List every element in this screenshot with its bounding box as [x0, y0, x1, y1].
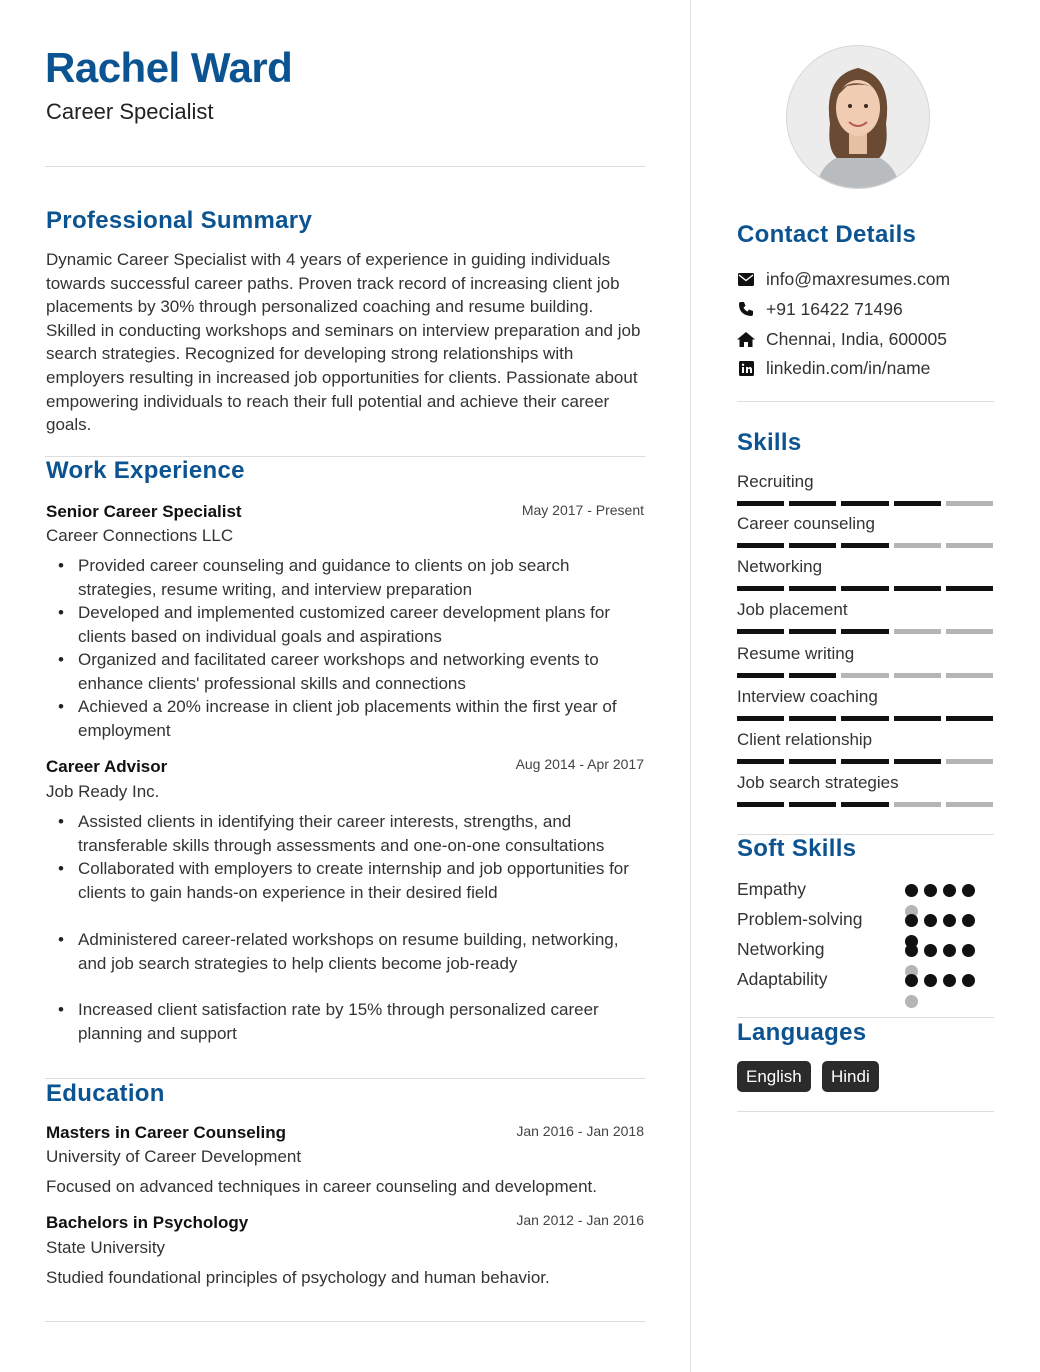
- skill-level-bar: [737, 501, 993, 506]
- summary-heading: Professional Summary: [46, 207, 313, 234]
- contact-linkedin[interactable]: [737, 357, 930, 379]
- rating-dot-filled: [924, 974, 937, 987]
- soft-skill-name: Empathy: [737, 879, 807, 899]
- rating-dot-filled: [905, 914, 918, 927]
- contact-phone-text: +91 16422 71496: [766, 298, 903, 319]
- skill-segment-empty: [841, 673, 888, 678]
- job-bullet-list: [46, 810, 646, 904]
- education-divider: [45, 1321, 645, 1322]
- job-title: Senior Career Specialist: [46, 502, 242, 521]
- job-title: Career Advisor: [46, 757, 168, 776]
- job-bullet: • Assisted clients in identifying their career interests, strengths, and transferable skills through assessments and one-on-one consultations: [46, 810, 646, 857]
- contact-heading: Contact Details: [737, 221, 917, 248]
- languages-divider: [737, 1111, 994, 1112]
- home-icon: [737, 330, 755, 348]
- experience-divider: [45, 1078, 645, 1079]
- skill-segment-empty: [946, 673, 993, 678]
- header-divider: [45, 166, 645, 167]
- job-bullet-list: [46, 998, 646, 1045]
- job-dates: May 2017 - Present: [521, 502, 644, 518]
- skill-segment-empty: [946, 629, 993, 634]
- rating-dot-filled: [924, 884, 937, 897]
- soft-skills-heading: Soft Skills: [737, 835, 857, 862]
- contact-phone[interactable]: [737, 298, 903, 320]
- skill-level-bar: [737, 543, 993, 548]
- skill-segment-empty: [946, 759, 993, 764]
- degree-description: Focused on advanced techniques in career counseling and development.: [46, 1177, 597, 1196]
- job-bullet: • Organized and facilitated career workshops and networking events to enhance clients' professional skills and connections: [46, 648, 646, 695]
- rating-dot-filled: [962, 884, 975, 897]
- skill-segment-filled: [737, 759, 784, 764]
- skill-segment-empty: [894, 673, 941, 678]
- skill-segment-filled: [737, 802, 784, 807]
- languages-heading: Languages: [737, 1019, 867, 1046]
- skill-segment-filled: [789, 759, 836, 764]
- school-name: State University: [46, 1238, 166, 1257]
- sidebar: [691, 0, 1040, 1372]
- skill-segment-filled: [894, 759, 941, 764]
- job-bullet-list: [46, 928, 646, 975]
- skill-segment-filled: [841, 501, 888, 506]
- skill-segment-empty: [894, 629, 941, 634]
- skill-segment-filled: [894, 586, 941, 591]
- linkedin-icon: [737, 359, 755, 377]
- skills-heading: Skills: [737, 429, 802, 456]
- profile-photo: [786, 45, 930, 189]
- skill-segment-filled: [737, 501, 784, 506]
- skill-name: Job search strategies: [737, 773, 899, 792]
- job-bullet: • Collaborated with employers to create internship and job opportunities for clients to gain hands-on experience in their desired field: [46, 857, 646, 904]
- skill-segment-filled: [789, 586, 836, 591]
- skill-segment-filled: [737, 673, 784, 678]
- candidate-name: Rachel Ward: [45, 44, 293, 91]
- skill-level-bar: [737, 716, 993, 721]
- rating-dot-filled: [924, 944, 937, 957]
- soft-skills-divider: [737, 1017, 994, 1018]
- soft-skill-name: Networking: [737, 939, 825, 959]
- school-name: University of Career Development: [46, 1147, 302, 1166]
- envelope-icon: [737, 270, 755, 288]
- skill-segment-filled: [789, 629, 836, 634]
- rating-dot-filled: [943, 914, 956, 927]
- skill-segment-filled: [841, 759, 888, 764]
- skill-segment-empty: [894, 543, 941, 548]
- skill-segment-filled: [737, 586, 784, 591]
- rating-dot-filled: [962, 914, 975, 927]
- summary-text: Dynamic Career Specialist with 4 years of experience in guiding individuals towards successful career paths. Proven track record of increasing client job placements by 30% through personalized coaching and resume building. Skilled in conducting workshops and seminars on interview preparation and job search strategies. Recognized for developing strong relationships with employers resulting in increased job opportunities for clients. Passionate about empowering individuals to reach their full potential and achieve their career goals.: [46, 250, 641, 435]
- rating-dot-filled: [943, 884, 956, 897]
- job-company: Career Connections LLC: [46, 526, 234, 545]
- degree-dates: Jan 2012 - Jan 2016: [516, 1212, 644, 1228]
- skill-level-bar: [737, 802, 993, 807]
- skill-segment-empty: [946, 501, 993, 506]
- contact-email-text: info@maxresumes.com: [766, 268, 951, 289]
- skill-segment-empty: [894, 802, 941, 807]
- skill-level-bar: [737, 586, 993, 591]
- skill-segment-filled: [894, 501, 941, 506]
- degree-title: Masters in Career Counseling: [46, 1123, 286, 1142]
- rating-dot-filled: [905, 944, 918, 957]
- skill-level-bar: [737, 629, 993, 634]
- job-bullet-list: [46, 554, 646, 742]
- skill-name: Job placement: [737, 600, 848, 619]
- skill-segment-filled: [841, 716, 888, 721]
- soft-skill-name: Adaptability: [737, 969, 828, 989]
- skill-segment-filled: [789, 501, 836, 506]
- rating-dot-filled: [924, 914, 937, 927]
- rating-dot-filled: [905, 884, 918, 897]
- degree-description: Studied foundational principles of psychology and human behavior.: [46, 1268, 550, 1287]
- candidate-title: Career Specialist: [46, 99, 214, 124]
- contact-address: [737, 328, 947, 350]
- phone-icon: [737, 300, 755, 318]
- skill-level-bar: [737, 759, 993, 764]
- skill-segment-filled: [841, 543, 888, 548]
- language-badge: English: [737, 1061, 811, 1092]
- skill-segment-filled: [946, 716, 993, 721]
- skill-name: Resume writing: [737, 644, 855, 663]
- skill-name: Career counseling: [737, 514, 875, 533]
- skill-segment-filled: [737, 629, 784, 634]
- rating-dot-filled: [943, 944, 956, 957]
- skill-segment-empty: [946, 543, 993, 548]
- contact-email[interactable]: [737, 268, 950, 290]
- skill-segment-empty: [946, 802, 993, 807]
- skill-segment-filled: [894, 716, 941, 721]
- rating-dot-filled: [962, 944, 975, 957]
- skill-segment-filled: [789, 716, 836, 721]
- rating-dot-filled: [905, 974, 918, 987]
- skill-segment-filled: [946, 586, 993, 591]
- rating-dot-filled: [943, 974, 956, 987]
- skill-name: Interview coaching: [737, 687, 878, 706]
- language-badge: Hindi: [822, 1061, 879, 1092]
- job-bullet: • Increased client satisfaction rate by 15% through personalized career planning and support: [46, 998, 646, 1045]
- skill-segment-filled: [789, 673, 836, 678]
- soft-skill-name: Problem-solving: [737, 909, 863, 929]
- skill-segment-filled: [789, 802, 836, 807]
- job-bullet: • Achieved a 20% increase in client job placements within the first year of employment: [46, 695, 646, 742]
- job-bullet: • Developed and implemented customized career development plans for clients based on individual goals and aspirations: [46, 601, 646, 648]
- skill-segment-filled: [841, 802, 888, 807]
- skill-name: Recruiting: [737, 472, 814, 491]
- skill-segment-filled: [737, 543, 784, 548]
- degree-title: Bachelors in Psychology: [46, 1213, 249, 1232]
- job-company: Job Ready Inc.: [46, 782, 160, 801]
- contact-address-text: Chennai, India, 600005: [766, 328, 947, 349]
- skill-name: Networking: [737, 557, 823, 576]
- rating-dot-empty: [905, 995, 918, 1008]
- skill-level-bar: [737, 673, 993, 678]
- education-heading: Education: [46, 1080, 165, 1107]
- skill-segment-filled: [737, 716, 784, 721]
- skill-name: Client relationship: [737, 730, 873, 749]
- job-dates: Aug 2014 - Apr 2017: [515, 756, 644, 772]
- skill-segment-filled: [789, 543, 836, 548]
- profile-avatar-icon: [787, 46, 929, 188]
- soft-skill-rating: [905, 970, 980, 1006]
- skill-segment-filled: [841, 586, 888, 591]
- degree-dates: Jan 2016 - Jan 2018: [516, 1123, 644, 1139]
- rating-dot-filled: [962, 974, 975, 987]
- contact-divider: [737, 401, 994, 402]
- experience-heading: Work Experience: [46, 457, 245, 484]
- job-bullet: • Provided career counseling and guidance to clients on job search strategies, resume writing, and interview preparation: [46, 554, 646, 601]
- skill-segment-filled: [841, 629, 888, 634]
- contact-linkedin-text: linkedin.com/in/name: [766, 357, 931, 378]
- job-bullet: • Administered career-related workshops on resume building, networking, and job search strategies to help clients become job-ready: [46, 928, 646, 975]
